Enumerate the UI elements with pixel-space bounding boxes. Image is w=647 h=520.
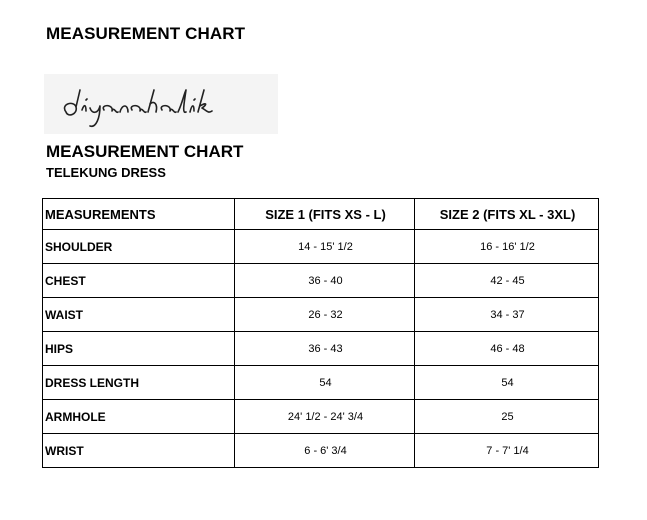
size-1-value: 36 - 43 bbox=[235, 332, 415, 366]
row-label: SHOULDER bbox=[43, 230, 235, 264]
row-label: WAIST bbox=[43, 298, 235, 332]
row-label: CHEST bbox=[43, 264, 235, 298]
column-header-measurements: MEASUREMENTS bbox=[43, 199, 235, 230]
size-2-value: 54 bbox=[415, 366, 599, 400]
table-row bbox=[43, 434, 599, 468]
size-1-value: 6 - 6' 3/4 bbox=[235, 434, 415, 468]
size-2-value: 7 - 7' 1/4 bbox=[415, 434, 599, 468]
table-row bbox=[43, 400, 599, 434]
table-row bbox=[43, 366, 599, 400]
size-1-value: 24' 1/2 - 24' 3/4 bbox=[235, 400, 415, 434]
signature-logo-icon bbox=[44, 74, 278, 134]
table-row bbox=[43, 230, 599, 264]
column-header-size-2: SIZE 2 (FITS XL - 3XL) bbox=[415, 199, 599, 230]
row-label: DRESS LENGTH bbox=[43, 366, 235, 400]
page-title: MEASUREMENT CHART bbox=[46, 142, 244, 161]
table-row bbox=[43, 298, 599, 332]
size-1-value: 54 bbox=[235, 366, 415, 400]
size-1-value: 26 - 32 bbox=[235, 298, 415, 332]
size-2-value: 34 - 37 bbox=[415, 298, 599, 332]
size-2-value: 16 - 16' 1/2 bbox=[415, 230, 599, 264]
size-1-value: 14 - 15' 1/2 bbox=[235, 230, 415, 264]
page-title-top: MEASUREMENT CHART bbox=[46, 24, 246, 43]
row-label: WRIST bbox=[43, 434, 235, 468]
table-row bbox=[43, 332, 599, 366]
measurement-table bbox=[42, 198, 599, 468]
row-label: ARMHOLE bbox=[43, 400, 235, 434]
row-label: HIPS bbox=[43, 332, 235, 366]
table-row bbox=[43, 264, 599, 298]
column-header-size-1: SIZE 1 (FITS XS - L) bbox=[235, 199, 415, 230]
table-header-row bbox=[43, 199, 599, 230]
size-2-value: 42 - 45 bbox=[415, 264, 599, 298]
size-2-value: 46 - 48 bbox=[415, 332, 599, 366]
product-name: TELEKUNG DRESS bbox=[46, 165, 166, 180]
size-1-value: 36 - 40 bbox=[235, 264, 415, 298]
brand-logo bbox=[44, 74, 278, 134]
size-2-value: 25 bbox=[415, 400, 599, 434]
